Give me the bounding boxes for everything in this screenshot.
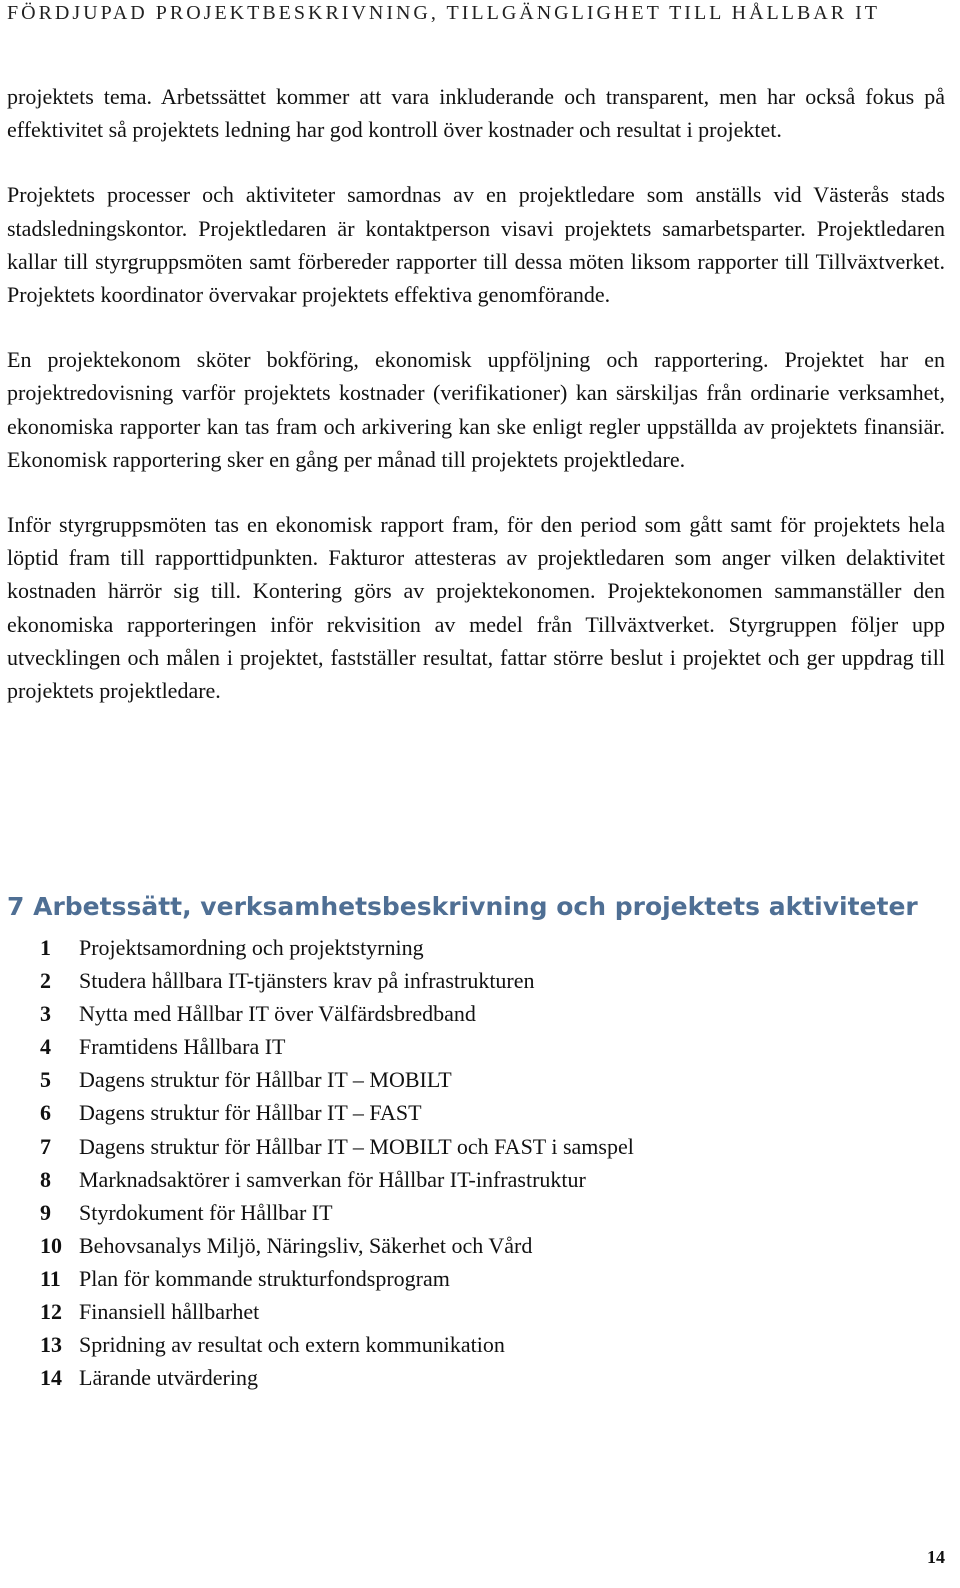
list-item xyxy=(40,1063,634,1096)
list-item xyxy=(40,931,634,964)
paragraph: Inför styrgruppsmöten tas en ekonomisk rapport fram, för den period som gått samt för projektets hela löptid fram till rapporttidpunkten. Fakturor attesteras av projektledaren som anger vilken delaktivitet kostnaden härrör sig till. Kontering görs av projektekonomen. Projektekonomen sammanställer den ekonomiska rapporteringen inför rekvisition av medel från Tillväxtverket. Styrgruppen följer upp utvecklingen och målen i projektet, fastställer resultat, fattar större beslut i projektet och ger uppdrag till projektets projektledare. xyxy=(7,512,945,704)
list-item xyxy=(40,997,634,1030)
paragraph: Projektets processer och aktiviteter samordnas av en projektledare som anställs vid Västerås stads stadsledningskontor. Projektledaren är kontaktperson visavi projektets samarbetsparter. Projektledaren kallar till styrgruppsmöten samt förbereder rapporter till dessa möten liksom rapporter till Tillväxtverket. Projektets koordinator övervakar projektets effektiva genomförande. xyxy=(7,182,945,308)
list-item xyxy=(40,964,634,997)
list-item-text: Spridning av resultat och extern kommunikation xyxy=(79,1332,505,1358)
list-item-number: 14 xyxy=(40,1365,62,1391)
list-item-text: Finansiell hållbarhet xyxy=(79,1299,260,1325)
list-item-text: Nytta med Hållbar IT över Välfärdsbredband xyxy=(79,1001,476,1027)
list-item xyxy=(40,1262,634,1295)
list-item xyxy=(40,1030,634,1063)
section-heading: 7 Arbetssätt, verksamhetsbeskrivning och projektets aktiviteter xyxy=(7,892,918,921)
list-item-text: Studera hållbara IT-tjänsters krav på infrastrukturen xyxy=(79,968,535,994)
list-item xyxy=(40,1130,634,1163)
list-item-number: 9 xyxy=(40,1199,51,1225)
list-item-number: 13 xyxy=(40,1332,62,1358)
list-item-number: 2 xyxy=(40,968,51,994)
list-item-number: 1 xyxy=(40,935,51,960)
list-item xyxy=(40,1163,634,1196)
list-item xyxy=(40,1196,634,1229)
body-text xyxy=(7,80,945,707)
running-header: FÖRDJUPAD PROJEKTBESKRIVNING, TILLGÄNGLIGHET TILL HÅLLBAR IT xyxy=(7,2,880,24)
paragraph: projektets tema. Arbetssättet kommer att vara inkluderande och transparent, men har också fokus på effektivitet så projektets ledning har god kontroll över kostnader och resultat i projektet. xyxy=(7,84,945,143)
list-item-number: 4 xyxy=(40,1034,51,1060)
list-item xyxy=(40,1096,634,1129)
list-item-number: 3 xyxy=(40,1001,51,1027)
list-item xyxy=(40,1328,634,1361)
list-item-number: 8 xyxy=(40,1166,51,1192)
list-item-text: Behovsanalys Miljö, Näringsliv, Säkerhet och Vård xyxy=(79,1232,533,1258)
list-item xyxy=(40,1361,634,1394)
paragraph: En projektekonom sköter bokföring, ekonomisk uppföljning och rapportering. Projektet har en projektredovisning varför projektets kostnader (verifikationer) kan särskiljas från ordinarie verksamhet, ekonomiska rapporter kan tas fram och arkivering kan ske enligt regler uppställda av projektets finansiär. Ekonomisk rapportering sker en gång per månad till projektets projektledare. xyxy=(7,347,945,472)
list-item-text: Styrdokument för Hållbar IT xyxy=(79,1199,333,1225)
list-item-text: Dagens struktur för Hållbar IT – MOBILT och FAST i samspel xyxy=(79,1133,634,1159)
list-item-text: Dagens struktur för Hållbar IT – MOBILT xyxy=(79,1067,452,1093)
list-item-number: 10 xyxy=(40,1232,62,1258)
list-item-text: Projektsamordning och projektstyrning xyxy=(79,935,424,960)
list-item-number: 7 xyxy=(40,1133,51,1159)
page-number: 14 xyxy=(927,1547,945,1567)
list-item-text: Dagens struktur för Hållbar IT – FAST xyxy=(79,1100,422,1126)
list-item xyxy=(40,1229,634,1262)
list-item-text: Lärande utvärdering xyxy=(79,1365,258,1391)
list-item-number: 11 xyxy=(40,1265,61,1291)
list-item-text: Marknadsaktörer i samverkan för Hållbar IT-infrastruktur xyxy=(79,1166,586,1192)
list-item-number: 6 xyxy=(40,1100,51,1126)
list-item-number: 12 xyxy=(40,1299,62,1325)
list-item-text: Plan för kommande strukturfondsprogram xyxy=(79,1265,450,1291)
activity-list xyxy=(40,931,634,1394)
list-item xyxy=(40,1295,634,1328)
list-item-text: Framtidens Hållbara IT xyxy=(79,1034,286,1060)
list-item-number: 5 xyxy=(40,1067,51,1093)
